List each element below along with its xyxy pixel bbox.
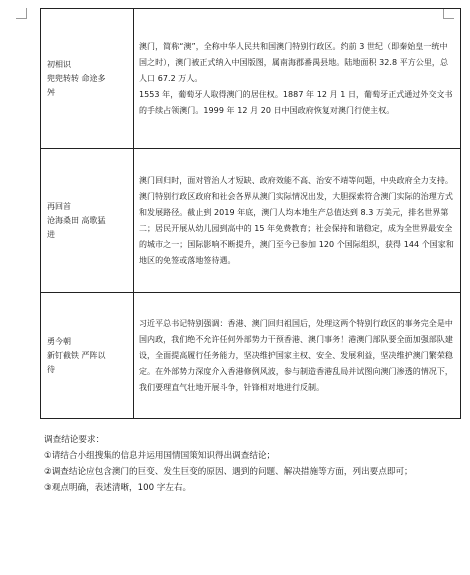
crop-mark-top-left bbox=[16, 8, 27, 19]
survey-table bbox=[40, 8, 461, 419]
row-heading-line: 待 bbox=[47, 364, 55, 374]
row-content-cell bbox=[134, 149, 461, 293]
row-content-cell bbox=[134, 9, 461, 149]
row-heading-line: 兜兜转转 命途多 bbox=[47, 73, 106, 83]
row-heading-line: 再回首 bbox=[47, 201, 71, 211]
row-content-cell bbox=[134, 293, 461, 419]
requirement-item: ③观点明确，表述清晰，100 字左右。 bbox=[44, 483, 192, 493]
requirement-item: ②调查结论应包含澳门的巨变、发生巨变的原因、遇到的问题、解决措施等方面，列出要点即可； bbox=[44, 467, 413, 477]
content-paragraph: 习近平总书记特别强调：香港、澳门回归祖国后，处理这两个特别行政区的事务完全是中国内政，我们绝不允许任何外部势力干预香港、澳门事务！港澳门部队要全面加强部队建设，全面提高履行任务能力，坚决维护国家主权、安全、发展利益，坚决维护澳门繁荣稳定。在外部势力深度介入香港修例风波，参与制造香港乱局并试图向澳门渗透的情况下，我们要理直气壮地开展斗争，针锋相对地进行反制。 bbox=[139, 318, 453, 392]
row-heading-line: 勇今朝 bbox=[47, 336, 71, 346]
row-heading-line: 初相识 bbox=[47, 59, 71, 69]
row-heading-line: 舛 bbox=[47, 87, 55, 97]
row-heading-cell bbox=[41, 9, 134, 149]
row-heading-cell bbox=[41, 149, 134, 293]
requirement-item: ①请结合小组搜集的信息并运用国情国策知识得出调查结论； bbox=[44, 451, 276, 461]
row-heading-line: 进 bbox=[47, 229, 55, 239]
content-paragraph: 澳门，简称“澳”，全称中华人民共和国澳门特别行政区。约前 3 世纪（即秦始皇一统中国之时），澳门被正式纳入中国版图，属南海郡番禺县地。陆地面积 32.8 平方公里，总人口 67.2 万人。 bbox=[139, 41, 448, 83]
row-heading-line: 沧海桑田 高歌猛 bbox=[47, 215, 106, 225]
conclusion-requirements bbox=[44, 432, 458, 496]
row-heading-line: 新钉截铁 严阵以 bbox=[47, 350, 106, 360]
table-row bbox=[41, 9, 461, 149]
content-paragraph: 1553 年，葡萄牙人取得澳门的居住权。1887 年 12 月 1 日，葡萄牙正式通过外交文书的手续占领澳门。1999 年 12 月 20 日中国政府恢复对澳门行使主权。 bbox=[139, 89, 453, 115]
table-row bbox=[41, 293, 461, 419]
table-row bbox=[41, 149, 461, 293]
content-paragraph: 澳门回归时，面对管治人才短缺、政府效能不高、治安不靖等问题，中央政府全力支持。澳门特别行政区政府和社会各界从澳门实际情况出发，大胆探索符合澳门实际的治理方式和发展路径。截止到 2019 年底，澳门人均本地生产总值达到 8.3 万美元，排名世界第二；居民开展从幼儿园到高中的 15 年免费教育；社会保持和谐稳定，成为全世界最安全的城市之一；国际影响不断提升，澳门至今已参加 120 个国际组织，获得 144 个国家和地区的免签或落地签待遇。 bbox=[139, 175, 454, 265]
row-heading-cell bbox=[41, 293, 134, 419]
requirements-title: 调查结论要求： bbox=[44, 435, 105, 445]
